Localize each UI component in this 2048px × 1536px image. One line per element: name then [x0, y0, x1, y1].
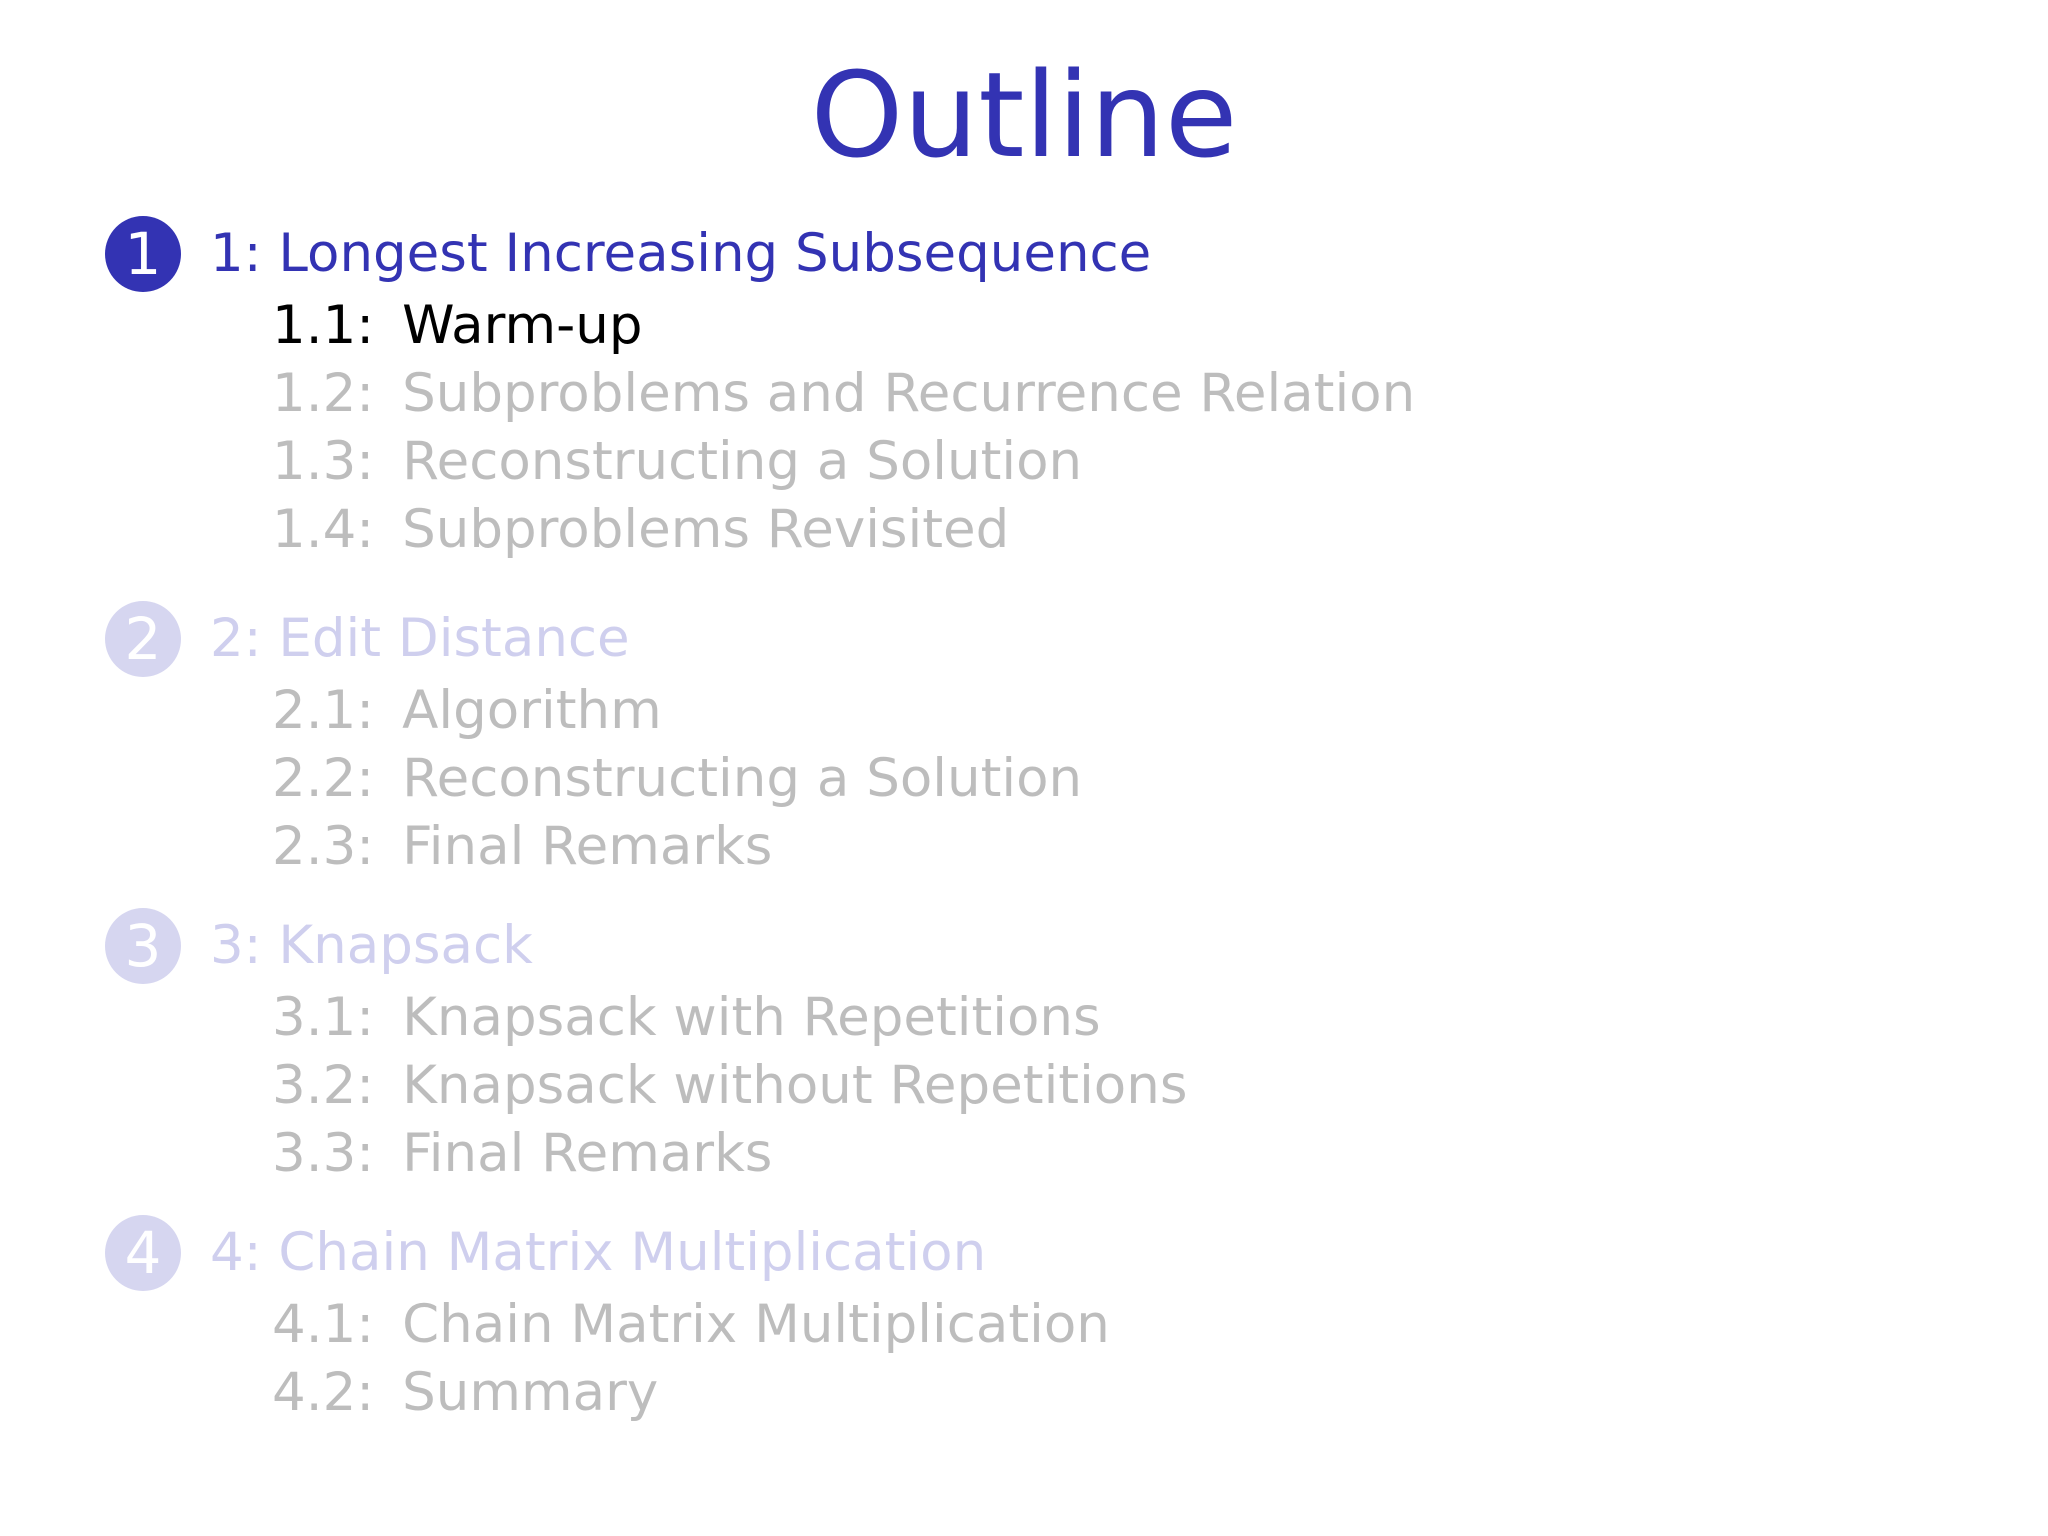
toc-subsection-4-1[interactable] [272, 1291, 1110, 1359]
subsection-number: 2.3: [272, 816, 375, 877]
toc-subsection-1-1[interactable] [272, 292, 643, 360]
subsection-number: 3.1: [272, 987, 375, 1048]
subsection-label: Reconstructing a Solution [402, 748, 1083, 809]
subsection-number: 2.2: [272, 748, 375, 809]
subsection-label: Final Remarks [402, 1123, 773, 1184]
section-number-bullet: 3 [105, 908, 181, 984]
subsection-label: Knapsack without Repetitions [402, 1055, 1188, 1116]
toc-section-heading[interactable] [0, 601, 2048, 677]
subsection-number: 4.2: [272, 1362, 375, 1423]
toc-subsection-1-2[interactable] [272, 360, 1415, 428]
subsection-label: Subproblems Revisited [402, 499, 1010, 560]
slide-title: Outline [810, 46, 1238, 184]
subsection-number: 1.4: [272, 499, 375, 560]
subsection-label: Summary [402, 1362, 659, 1423]
subsection-label: Algorithm [402, 680, 662, 741]
toc-subsection-2-3[interactable] [272, 813, 772, 881]
subsection-label: Final Remarks [402, 816, 773, 877]
section-number-bullet: 1 [105, 216, 181, 292]
toc-subsection-1-4[interactable] [272, 496, 1009, 564]
section-number-bullet: 2 [105, 601, 181, 677]
toc-subsection-2-2[interactable] [272, 745, 1082, 813]
toc-section-heading[interactable] [0, 908, 2048, 984]
section-title: 1: Longest Increasing Subsequence [210, 223, 1152, 284]
toc-subsection-2-1[interactable] [272, 677, 662, 745]
subsection-label: Subproblems and Recurrence Relation [402, 363, 1416, 424]
subsection-number: 4.1: [272, 1294, 375, 1355]
subsection-number: 3.3: [272, 1123, 375, 1184]
subsection-number: 1.1: [272, 295, 375, 356]
section-title: 4: Chain Matrix Multiplication [210, 1222, 987, 1283]
subsection-number: 1.2: [272, 363, 375, 424]
toc-subsection-4-2[interactable] [272, 1359, 658, 1427]
toc-subsection-1-3[interactable] [272, 428, 1082, 496]
section-title: 3: Knapsack [210, 915, 533, 976]
subsection-label: Warm-up [402, 295, 643, 356]
subsection-number: 1.3: [272, 431, 375, 492]
subsection-label: Knapsack with Repetitions [402, 987, 1101, 1048]
section-number-bullet: 4 [105, 1215, 181, 1291]
toc-subsection-3-3[interactable] [272, 1120, 772, 1188]
toc-subsection-3-2[interactable] [272, 1052, 1187, 1120]
subsection-label: Reconstructing a Solution [402, 431, 1083, 492]
subsection-number: 3.2: [272, 1055, 375, 1116]
subsection-number: 2.1: [272, 680, 375, 741]
toc-section-heading[interactable] [0, 216, 2048, 292]
toc-subsection-3-1[interactable] [272, 984, 1101, 1052]
toc-section-heading[interactable] [0, 1215, 2048, 1291]
section-title: 2: Edit Distance [210, 608, 630, 669]
subsection-label: Chain Matrix Multiplication [402, 1294, 1110, 1355]
